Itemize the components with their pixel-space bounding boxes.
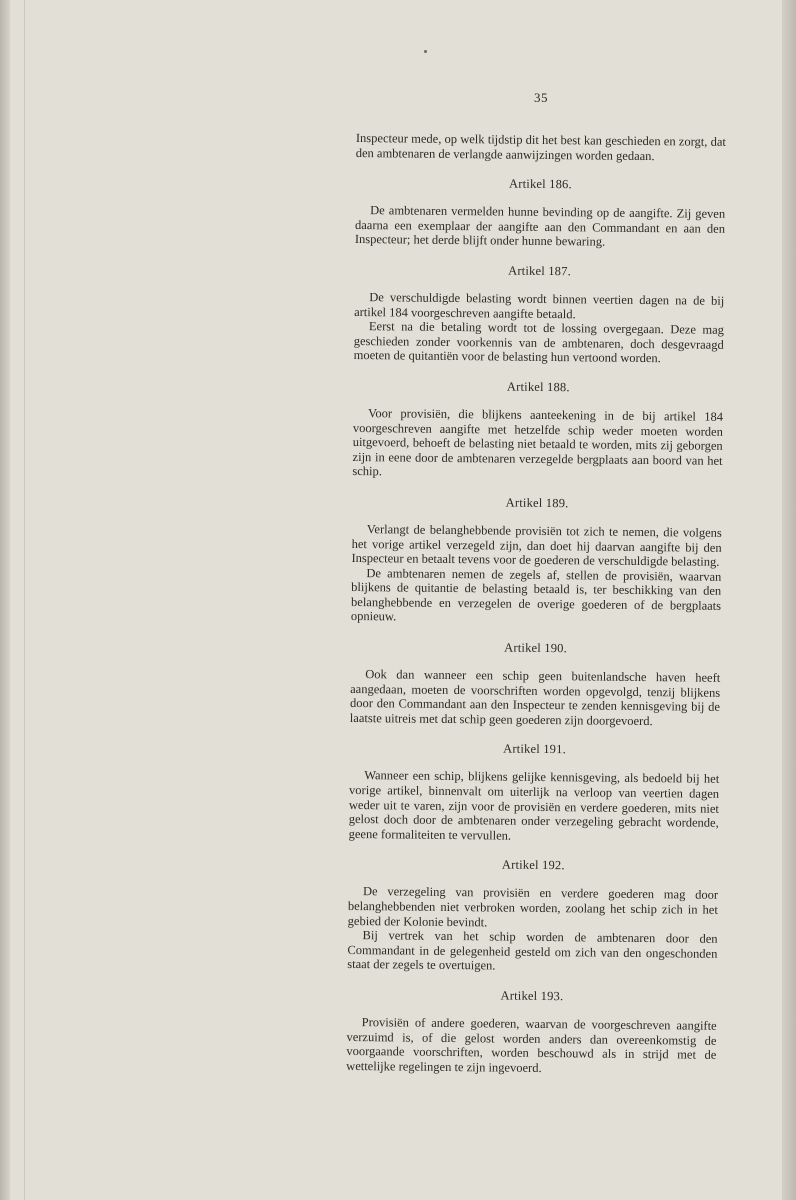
ink-speck [424, 50, 427, 53]
article-heading: Artikel 189. [505, 495, 569, 511]
scan-left-edge [0, 0, 10, 1200]
article-heading: Artikel 186. [508, 176, 572, 192]
article-paragraph: Verlangt de belanghebbende provisiën tot zich te nemen, die volgens het vorige artikel verzegeld zijn, dan doet hij daarvan aangifte bij den Inspecteur en betaalt tevens voor de goederen de verschuldigde belasting. [351, 522, 722, 569]
article-paragraph: Bij vertrek van het schip worden de ambtenaren door den Commandant in de gelegenheid gesteld om zich van den ongeschonden staat der zegels te overtuigen. [347, 928, 718, 973]
article-paragraph: Provisiën of andere goederen, waarvan de voorgeschreven aangifte verzuimd is, of die gelost worden anders dan overeenkomstig de voorgaande voorschriften, worden beschouwd als in strijd met de wettelijke regelingen te zijn ingevoerd. [346, 1015, 717, 1075]
article-paragraph: Wanneer een schip, blijkens gelijke kennisgeving, als bedoeld bij het vorige artikel, binnenvalt om uiterlijk na verloop van veertien dagen weder uit te varen, zijn voor de provisiën en verdere goederen, mits niet gelost doch door de ambtenaren onder verzegeling gebracht wordende, geene formaliteiten te vervullen. [348, 768, 720, 843]
article-heading: Artikel 187. [508, 263, 572, 279]
page-gutter-line [24, 0, 25, 1200]
article-paragraph: Voor provisiën, die blijkens aanteekening in de bij artikel 184 voorgeschreven aangifte met hetzelfde schip weder moeten worden uitgevoerd, behoeft de belasting niet betaald te worden, mits zij geborgen zijn in eene door de ambtenaren verzegelde bergplaats aan boord van het schip. [352, 406, 724, 479]
opening-paragraph: Inspecteur mede, op welk tijdstip dit het best kan geschieden en zorgt, dat den ambtenaren de verlangde aanwijzingen worden gedaan. [355, 131, 726, 163]
article-paragraph: De ambtenaren nemen de zegels af, stellen de provisiën, waarvan blijkens de quitantie de belasting betaald is, ter beschikking van den belanghebbende en verzegelen de overige goederen of de bergplaats opnieuw. [350, 565, 722, 624]
article-heading: Artikel 192. [501, 857, 565, 873]
article-paragraph: De verschuldigde belasting wordt binnen veertien dagen na de bij artikel 184 voorgeschreven aangifte betaald. [354, 290, 725, 321]
article-paragraph: Ook dan wanneer een schip geen buitenlandsche haven heeft aangedaan, moeten de voorschriften worden opgevolgd, tenzij blijkens door den Commandant aan den Inspecteur te zenden kennisgeving bij de laatste uitreis met dat schip geen goederen zijn doorgevoerd. [349, 667, 721, 728]
article-paragraph: Eerst na die betaling wordt tot de lossing overgegaan. Deze mag geschieden zonder voorkennis van de ambtenaren, doch desgevraagd moeten de quitantiën voor de belasting hun vertoond worden. [353, 319, 725, 366]
scan-right-edge [782, 0, 796, 1200]
article-heading: Artikel 190. [504, 640, 568, 656]
page-number: 35 [534, 90, 548, 105]
article-paragraph: De ambtenaren vermelden hunne bevinding op de aangifte. Zij geven daarna een exemplaar der aangifte aan den Commandant en aan den Inspecteur; het derde blijft onder hunne bewaring. [354, 203, 726, 249]
article-heading: Artikel 188. [506, 379, 570, 395]
article-heading: Artikel 193. [500, 988, 564, 1004]
article-heading: Artikel 191. [503, 742, 567, 757]
page-body [346, 131, 726, 1077]
article-paragraph: De verzegeling van provisiën en verdere goederen mag door belanghebbenden niet verbroken worden, zoolang het schip zich in het gebied der Kolonie bevindt. [347, 884, 719, 930]
